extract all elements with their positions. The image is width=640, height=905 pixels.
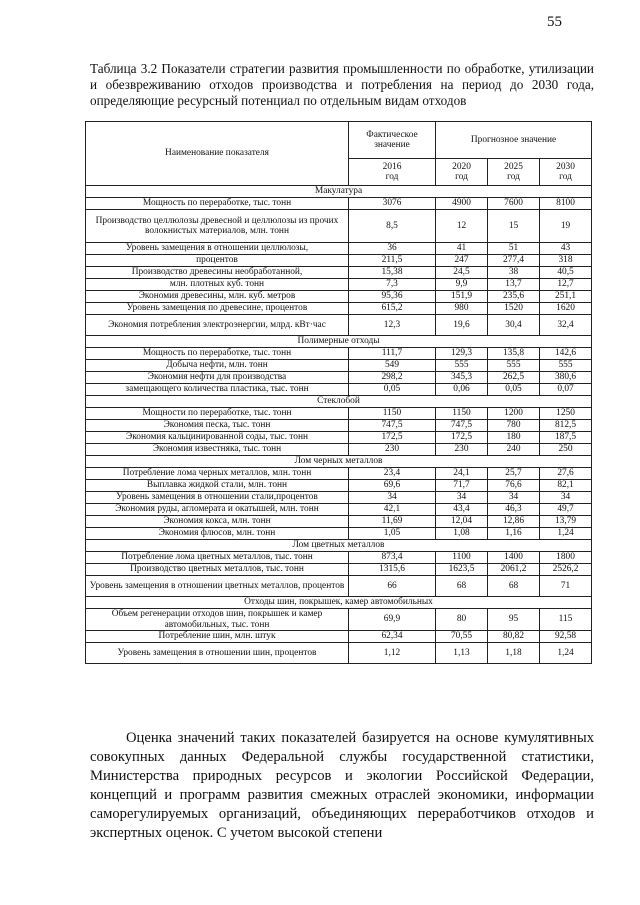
value-2030: 71 bbox=[540, 576, 592, 597]
value-2016: 8,5 bbox=[349, 210, 436, 243]
value-2020: 4900 bbox=[436, 198, 488, 210]
indicator-label: процентов bbox=[86, 255, 349, 267]
value-2016: 230 bbox=[349, 444, 436, 456]
indicator-label: Уровень замещения в отношении шин, процентов bbox=[86, 643, 349, 664]
value-2016: 11,69 bbox=[349, 516, 436, 528]
value-2016: 95,36 bbox=[349, 291, 436, 303]
value-2016: 111,7 bbox=[349, 348, 436, 360]
section-row bbox=[86, 396, 592, 408]
indicator-label: Мощность по переработке, тыс. тонн bbox=[86, 198, 349, 210]
indicator-label: Экономия древесины, млн. куб. метров bbox=[86, 291, 349, 303]
value-2030: 0,07 bbox=[540, 384, 592, 396]
value-2025: 0,05 bbox=[488, 384, 540, 396]
section-title: Отходы шин, покрышек, камер автомобильных bbox=[86, 597, 592, 609]
value-2030: 40,5 bbox=[540, 267, 592, 279]
value-2025: 38 bbox=[488, 267, 540, 279]
value-2030: 187,5 bbox=[540, 432, 592, 444]
value-2025: 240 bbox=[488, 444, 540, 456]
value-2025: 13,7 bbox=[488, 279, 540, 291]
table-row bbox=[86, 372, 592, 384]
indicators-table bbox=[85, 121, 592, 664]
table-row bbox=[86, 420, 592, 432]
value-2030: 142,6 bbox=[540, 348, 592, 360]
value-2020: 1623,5 bbox=[436, 564, 488, 576]
indicator-label: Уровень замещения в отношении цветных металлов, процентов bbox=[86, 576, 349, 597]
value-2020: 9,9 bbox=[436, 279, 488, 291]
indicator-label: Уровень замещения по древесине, процентов bbox=[86, 303, 349, 315]
value-2030: 12,7 bbox=[540, 279, 592, 291]
value-2025: 1,16 bbox=[488, 528, 540, 540]
indicator-label: Уровень замещения в отношении целлюлозы, bbox=[86, 243, 349, 255]
value-2025: 1,18 bbox=[488, 643, 540, 664]
table-row bbox=[86, 516, 592, 528]
value-2025: 25,7 bbox=[488, 468, 540, 480]
indicator-label: Производство целлюлозы древесной и целлюлозы из прочих волокнистых материалов, млн. тонн bbox=[86, 210, 349, 243]
indicator-label: Мощность по переработке, тыс. тонн bbox=[86, 348, 349, 360]
indicator-label: Экономия известняка, тыс. тонн bbox=[86, 444, 349, 456]
value-2016: 211,5 bbox=[349, 255, 436, 267]
table-row bbox=[86, 504, 592, 516]
value-2025: 68 bbox=[488, 576, 540, 597]
table-row bbox=[86, 267, 592, 279]
indicator-label: Мощности по переработке, тыс. тонн bbox=[86, 408, 349, 420]
table-row bbox=[86, 564, 592, 576]
value-2025: 1200 bbox=[488, 408, 540, 420]
header-year-2020: 2020 год bbox=[436, 159, 488, 186]
value-2020: 68 bbox=[436, 576, 488, 597]
table-row bbox=[86, 360, 592, 372]
section-row bbox=[86, 336, 592, 348]
value-2020: 980 bbox=[436, 303, 488, 315]
value-2025: 80,82 bbox=[488, 631, 540, 643]
value-2016: 873,4 bbox=[349, 552, 436, 564]
section-title: Лом цветных металлов bbox=[86, 540, 592, 552]
indicator-label: замещающего количества пластика, тыс. тонн bbox=[86, 384, 349, 396]
value-2020: 172,5 bbox=[436, 432, 488, 444]
value-2030: 32,4 bbox=[540, 315, 592, 336]
value-2020: 230 bbox=[436, 444, 488, 456]
table-row bbox=[86, 408, 592, 420]
value-2016: 615,2 bbox=[349, 303, 436, 315]
value-2016: 747,5 bbox=[349, 420, 436, 432]
value-2030: 43 bbox=[540, 243, 592, 255]
table-row bbox=[86, 552, 592, 564]
value-2016: 62,34 bbox=[349, 631, 436, 643]
indicator-label: Добыча нефти, млн. тонн bbox=[86, 360, 349, 372]
table-row bbox=[86, 243, 592, 255]
value-2025: 1400 bbox=[488, 552, 540, 564]
value-2020: 345,3 bbox=[436, 372, 488, 384]
indicator-label: Выплавка жидкой стали, млн. тонн bbox=[86, 480, 349, 492]
value-2020: 71,7 bbox=[436, 480, 488, 492]
value-2020: 747,5 bbox=[436, 420, 488, 432]
value-2025: 262,5 bbox=[488, 372, 540, 384]
value-2030: 251,1 bbox=[540, 291, 592, 303]
table-row bbox=[86, 348, 592, 360]
value-2020: 1,08 bbox=[436, 528, 488, 540]
indicator-label: Потребление лома цветных металлов, тыс. тонн bbox=[86, 552, 349, 564]
value-2016: 1150 bbox=[349, 408, 436, 420]
table-row bbox=[86, 528, 592, 540]
value-2025: 15 bbox=[488, 210, 540, 243]
section-row bbox=[86, 456, 592, 468]
value-2016: 66 bbox=[349, 576, 436, 597]
value-2025: 2061,2 bbox=[488, 564, 540, 576]
value-2016: 23,4 bbox=[349, 468, 436, 480]
value-2020: 70,55 bbox=[436, 631, 488, 643]
table-row bbox=[86, 210, 592, 243]
indicator-label: Экономия нефти для производства bbox=[86, 372, 349, 384]
indicator-label: Экономия потребления электроэнергии, млрд. кВт·час bbox=[86, 315, 349, 336]
indicator-label: Экономия песка, тыс. тонн bbox=[86, 420, 349, 432]
value-2020: 24,1 bbox=[436, 468, 488, 480]
table-row bbox=[86, 576, 592, 597]
indicator-label: Потребление лома черных металлов, млн. тонн bbox=[86, 468, 349, 480]
indicator-label: Объем регенерации отходов шин, покрышек и камер автомобильных, тыс. тонн bbox=[86, 609, 349, 631]
value-2020: 19,6 bbox=[436, 315, 488, 336]
value-2016: 69,9 bbox=[349, 609, 436, 631]
body-paragraph: Оценка значений таких показателей базируется на основе кумулятивных совокупных данных Федеральной службы государственной статистики, Министерства природных ресурсов и экологии Российской Федерации, концепций и программ развития смежных отраслей экономики, информации саморегулируемых организаций, объединяющих переработчиков отходов и экспертных оценок. С учетом высокой степени bbox=[90, 730, 594, 841]
value-2025: 555 bbox=[488, 360, 540, 372]
section-title: Макулатура bbox=[86, 186, 592, 198]
value-2030: 380,6 bbox=[540, 372, 592, 384]
value-2030: 49,7 bbox=[540, 504, 592, 516]
value-2030: 19 bbox=[540, 210, 592, 243]
section-row bbox=[86, 540, 592, 552]
value-2020: 151,9 bbox=[436, 291, 488, 303]
value-2030: 34 bbox=[540, 492, 592, 504]
value-2030: 8100 bbox=[540, 198, 592, 210]
value-2025: 235,6 bbox=[488, 291, 540, 303]
section-title: Полимерные отходы bbox=[86, 336, 592, 348]
value-2025: 1520 bbox=[488, 303, 540, 315]
value-2030: 318 bbox=[540, 255, 592, 267]
value-2025: 76,6 bbox=[488, 480, 540, 492]
value-2025: 7600 bbox=[488, 198, 540, 210]
value-2016: 172,5 bbox=[349, 432, 436, 444]
header-forecast-value: Прогнозное значение bbox=[436, 122, 592, 159]
indicator-label: Производство цветных металлов, тыс. тонн bbox=[86, 564, 349, 576]
value-2020: 43,4 bbox=[436, 504, 488, 516]
value-2030: 92,58 bbox=[540, 631, 592, 643]
value-2025: 34 bbox=[488, 492, 540, 504]
value-2020: 41 bbox=[436, 243, 488, 255]
value-2020: 1,13 bbox=[436, 643, 488, 664]
table-row bbox=[86, 303, 592, 315]
table-row bbox=[86, 198, 592, 210]
value-2025: 51 bbox=[488, 243, 540, 255]
value-2020: 247 bbox=[436, 255, 488, 267]
value-2020: 0,06 bbox=[436, 384, 488, 396]
value-2020: 34 bbox=[436, 492, 488, 504]
value-2016: 15,38 bbox=[349, 267, 436, 279]
value-2020: 555 bbox=[436, 360, 488, 372]
value-2016: 1,05 bbox=[349, 528, 436, 540]
value-2016: 1315,6 bbox=[349, 564, 436, 576]
value-2030: 27,6 bbox=[540, 468, 592, 480]
value-2030: 250 bbox=[540, 444, 592, 456]
table-caption: Таблица 3.2 Показатели стратегии развития промышленности по обработке, утилизации и обезвреживанию отходов производства и потребления на период до 2030 года, определяющие ресурсный потенциал по отдельным видам отходов bbox=[90, 61, 594, 108]
value-2030: 1250 bbox=[540, 408, 592, 420]
value-2016: 34 bbox=[349, 492, 436, 504]
value-2030: 1800 bbox=[540, 552, 592, 564]
value-2030: 1,24 bbox=[540, 528, 592, 540]
value-2016: 298,2 bbox=[349, 372, 436, 384]
value-2016: 36 bbox=[349, 243, 436, 255]
table-row bbox=[86, 444, 592, 456]
value-2020: 80 bbox=[436, 609, 488, 631]
value-2016: 42,1 bbox=[349, 504, 436, 516]
value-2025: 12,86 bbox=[488, 516, 540, 528]
value-2020: 129,3 bbox=[436, 348, 488, 360]
value-2016: 69,6 bbox=[349, 480, 436, 492]
value-2016: 3076 bbox=[349, 198, 436, 210]
table-row bbox=[86, 468, 592, 480]
table-row bbox=[86, 492, 592, 504]
indicator-label: Экономия руды, агломерата и окатышей, млн. тонн bbox=[86, 504, 349, 516]
value-2025: 780 bbox=[488, 420, 540, 432]
section-row bbox=[86, 186, 592, 198]
value-2020: 1100 bbox=[436, 552, 488, 564]
value-2030: 555 bbox=[540, 360, 592, 372]
header-actual-value: Фактическое значение bbox=[349, 122, 436, 159]
value-2030: 13,79 bbox=[540, 516, 592, 528]
value-2030: 82,1 bbox=[540, 480, 592, 492]
table-row bbox=[86, 384, 592, 396]
value-2020: 12 bbox=[436, 210, 488, 243]
table-row bbox=[86, 315, 592, 336]
value-2025: 46,3 bbox=[488, 504, 540, 516]
value-2016: 0,05 bbox=[349, 384, 436, 396]
value-2025: 180 bbox=[488, 432, 540, 444]
indicator-label: Экономия кальцинированной соды, тыс. тонн bbox=[86, 432, 349, 444]
value-2016: 12,3 bbox=[349, 315, 436, 336]
table-row bbox=[86, 631, 592, 643]
value-2016: 1,12 bbox=[349, 643, 436, 664]
table-row bbox=[86, 643, 592, 664]
indicator-label: Экономия флюсов, млн. тонн bbox=[86, 528, 349, 540]
value-2020: 12,04 bbox=[436, 516, 488, 528]
value-2025: 95 bbox=[488, 609, 540, 631]
section-title: Стеклобой bbox=[86, 396, 592, 408]
value-2030: 1620 bbox=[540, 303, 592, 315]
table-row bbox=[86, 255, 592, 267]
value-2030: 1,24 bbox=[540, 643, 592, 664]
value-2016: 549 bbox=[349, 360, 436, 372]
header-indicator-name: Наименование показателя bbox=[86, 122, 349, 186]
section-title: Лом черных металлов bbox=[86, 456, 592, 468]
value-2020: 1150 bbox=[436, 408, 488, 420]
value-2016: 7,3 bbox=[349, 279, 436, 291]
indicator-label: Производство древесины необработанной, bbox=[86, 267, 349, 279]
table-row bbox=[86, 432, 592, 444]
indicator-label: Экономия кокса, млн. тонн bbox=[86, 516, 349, 528]
table-row bbox=[86, 279, 592, 291]
header-year-2030: 2030 год bbox=[540, 159, 592, 186]
table-row bbox=[86, 480, 592, 492]
indicator-label: млн. плотных куб. тонн bbox=[86, 279, 349, 291]
value-2020: 24,5 bbox=[436, 267, 488, 279]
indicator-label: Потребление шин, млн. штук bbox=[86, 631, 349, 643]
page-number: 55 bbox=[547, 14, 562, 30]
value-2025: 30,4 bbox=[488, 315, 540, 336]
indicator-label: Уровень замещения в отношении стали,процентов bbox=[86, 492, 349, 504]
table-row bbox=[86, 291, 592, 303]
value-2030: 115 bbox=[540, 609, 592, 631]
header-year-2016: 2016 год bbox=[349, 159, 436, 186]
section-row bbox=[86, 597, 592, 609]
value-2025: 135,8 bbox=[488, 348, 540, 360]
table-row bbox=[86, 609, 592, 631]
value-2030: 2526,2 bbox=[540, 564, 592, 576]
value-2030: 812,5 bbox=[540, 420, 592, 432]
value-2025: 277,4 bbox=[488, 255, 540, 267]
table-header-row bbox=[86, 122, 592, 159]
header-year-2025: 2025 год bbox=[488, 159, 540, 186]
